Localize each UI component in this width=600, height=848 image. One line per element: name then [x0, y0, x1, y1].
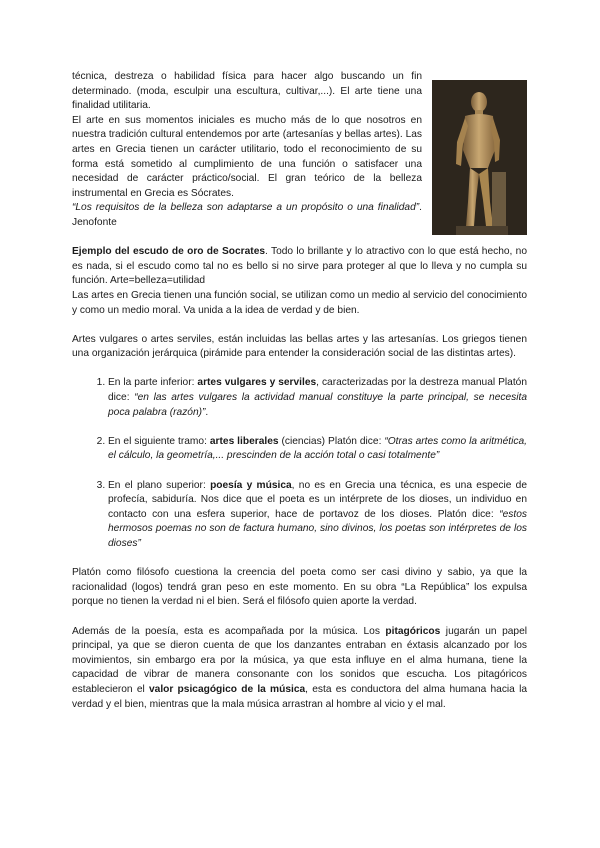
document-page [72, 70, 527, 712]
vulgar-arts-paragraph: Artes vulgares o artes serviles, están incluidas las bellas artes y las artesanías. Los griegos tienen una organización jerárquica (pirámide para entender la consideración social de las distintas artes). [72, 333, 527, 360]
arts-hierarchy-list [72, 376, 527, 551]
list-item: 2. En el siguiente tramo: artes liberales (ciencias) Platón dice: “Otras artes como la aritmética, el cálculo, la geometría,... prescinden de la acción total o casi totalmente” [108, 435, 527, 464]
pythagoreans-term: pitagóricos [385, 625, 441, 637]
plato-paragraph: Platón como filósofo cuestiona la creencia del poeta como ser casi divino y sabio, ya que la racionalidad (logos) tendrá gran peso en este momento. En su obra “La República” los expulsa porque no tienen la verdad ni el bien. Será el filósofo quien aporte la verdad. [72, 567, 527, 608]
list-item-bold: artes liberales [209, 435, 279, 447]
jenofonte-quote: “Los requisitos de la belleza son adaptarse a un propósito o una finalidad” [72, 202, 420, 214]
list-item: 1. En la parte inferior: artes vulgares y serviles, caracterizadas por la destreza manual Platón dice: “en las artes vulgares la actividad manual constituye la parte principal, se necesita poca palabra (razón)”. [108, 376, 527, 420]
shield-paragraph [72, 245, 527, 289]
plato-quote: “en las artes vulgares la actividad manual constituye la parte principal, se necesita poca palabra (razón)” [108, 392, 527, 418]
shield-heading: Ejemplo del escudo de oro de Socrates [72, 246, 266, 258]
shield-text: . Todo lo brillante y lo atractivo con lo que está hecho, no es nada, si el escudo como tal no es bello si no sirve para proteger al que lo lleva y no cumpla su función. Arte=belleza=utilidad [72, 246, 527, 287]
intro-paragraph: técnica, destreza o habilidad física para hacer algo buscando un fin determinado. (moda, esculpir una escultura, cultivar,...). El arte tiene una finalidad utilitaria. [72, 71, 422, 112]
intro-paragraph-2: El arte en sus momentos iniciales es mucho más de lo que nosotros en nuestra tradición cultural entendemos por arte (artesanías y bellas artes). Las artes en Grecia tienen un carácter utilitario, todo el reconocimiento de su forma está sometido al cumplimiento de una función o satisfacer una necesidad de carácter práctico/social. El gran teórico de la belleza instrumental en Grecia es Sócrates. [72, 114, 422, 199]
jenofonte-author: . Jenofonte [72, 202, 422, 228]
plato-quote: “estos hermosos poemas no son de factura humano, sino divinos, los poetas son intérpretes de los dioses” [108, 508, 527, 549]
social-function-paragraph: Las artes en Grecia tienen una función social, se utilizan como un medio al servicio del conocimiento y como un medio moral. Va unida a la idea de verdad y de bien. [72, 289, 527, 316]
list-item-bold: artes vulgares y serviles [197, 377, 317, 389]
list-item-bold: poesía y música [210, 479, 292, 491]
music-paragraph: Además de la poesía, esta es acompañada por la música. Los pitagóricos jugarán un papel principal, ya que se dieron cuenta de que los danzantes entraban en éxtasis alcanzado por los movimientos, sin embargo era por la música, ya que esta influye en el alma humana, tiene la capacidad de vibrar de manera consonante con los sonidos que escucha. Los pitagóricos establecieron el valor psicagógico de la música, esta es conductora del alma humana hacia la verdad y el bien, mientras que la mala música arrastran al hombre al vicio y el mal. [72, 625, 528, 710]
list-item: 3. En el plano superior: poesía y música, no es en Grecia una técnica, es una especie de profecía, sabiduría. Nos dice que el poeta es un intérprete de los dioses, un individuo en contacto con una esfera superior, hace de portavoz de los dioses. Platón dice: “estos hermosos poemas no son de factura humano, sino divinos, los poetas son intérpretes de los dioses” [108, 479, 527, 552]
plato-quote: “Otras artes como la aritmética, el cálculo, la geometría,... prescinden de la acción total o casi totalmente” [108, 435, 527, 462]
psychagogic-term: valor psicagógico de la música [148, 683, 306, 695]
jenofonte-quote-line [72, 201, 422, 230]
